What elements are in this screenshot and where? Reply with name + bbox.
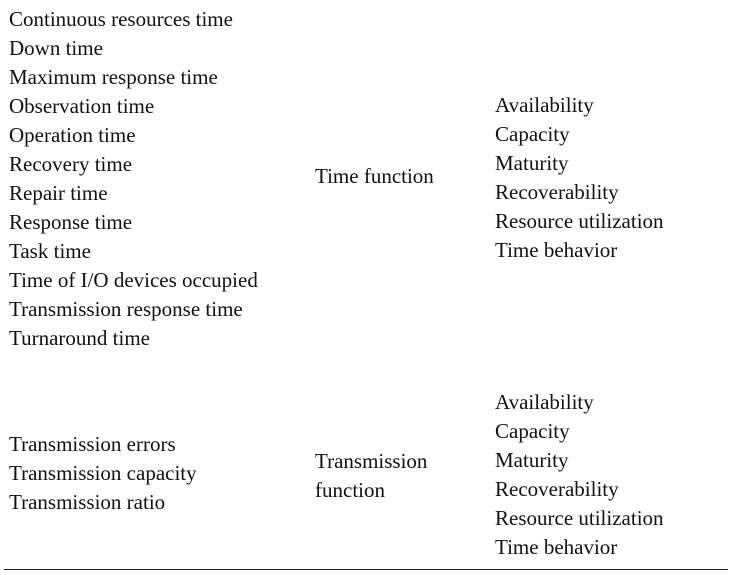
measure-item: Recovery time [9, 152, 133, 176]
measure-item: Transmission capacity [9, 461, 197, 485]
characteristic-item: Maturity [495, 151, 569, 175]
measure-item: Response time [9, 210, 133, 234]
measure-item: Operation time [9, 123, 136, 147]
measures-list [9, 5, 258, 353]
measure-item: Turnaround time [9, 326, 150, 350]
measure-item: Repair time [9, 181, 108, 205]
characteristic-item: Recoverability [495, 180, 619, 204]
measure-item: Observation time [9, 94, 155, 118]
characteristic-item: Maturity [495, 448, 569, 472]
measure-item: Time of I/O devices occupied [9, 268, 258, 292]
characteristic-item: Availability [495, 93, 594, 117]
characteristic-item: Time behavior [495, 535, 618, 559]
characteristic-item: Resource utilization [495, 209, 664, 233]
characteristic-item: Recoverability [495, 477, 619, 501]
function-label [315, 447, 427, 505]
characteristics-list [495, 388, 664, 562]
characteristic-item: Capacity [495, 122, 570, 146]
measure-item: Task time [9, 239, 91, 263]
function-text: Time function [315, 164, 434, 188]
measure-item: Transmission response time [9, 297, 243, 321]
characteristic-item: Time behavior [495, 238, 618, 262]
measures-list [9, 430, 197, 517]
characteristic-item: Resource utilization [495, 506, 664, 530]
measure-item: Down time [9, 36, 103, 60]
measure-item: Transmission errors [9, 432, 176, 456]
characteristic-item: Availability [495, 390, 594, 414]
table-row-time-function [0, 5, 729, 353]
characteristics-list [495, 91, 664, 265]
characteristic-item: Capacity [495, 419, 570, 443]
measure-item: Transmission ratio [9, 490, 166, 514]
table-bottom-rule [4, 569, 728, 570]
measure-item: Maximum response time [9, 65, 218, 89]
function-label [315, 162, 434, 191]
function-text: Transmission [315, 449, 428, 473]
table-row-transmission-function [0, 388, 729, 563]
function-text: function [315, 478, 385, 502]
measure-item: Continuous resources time [9, 7, 233, 31]
